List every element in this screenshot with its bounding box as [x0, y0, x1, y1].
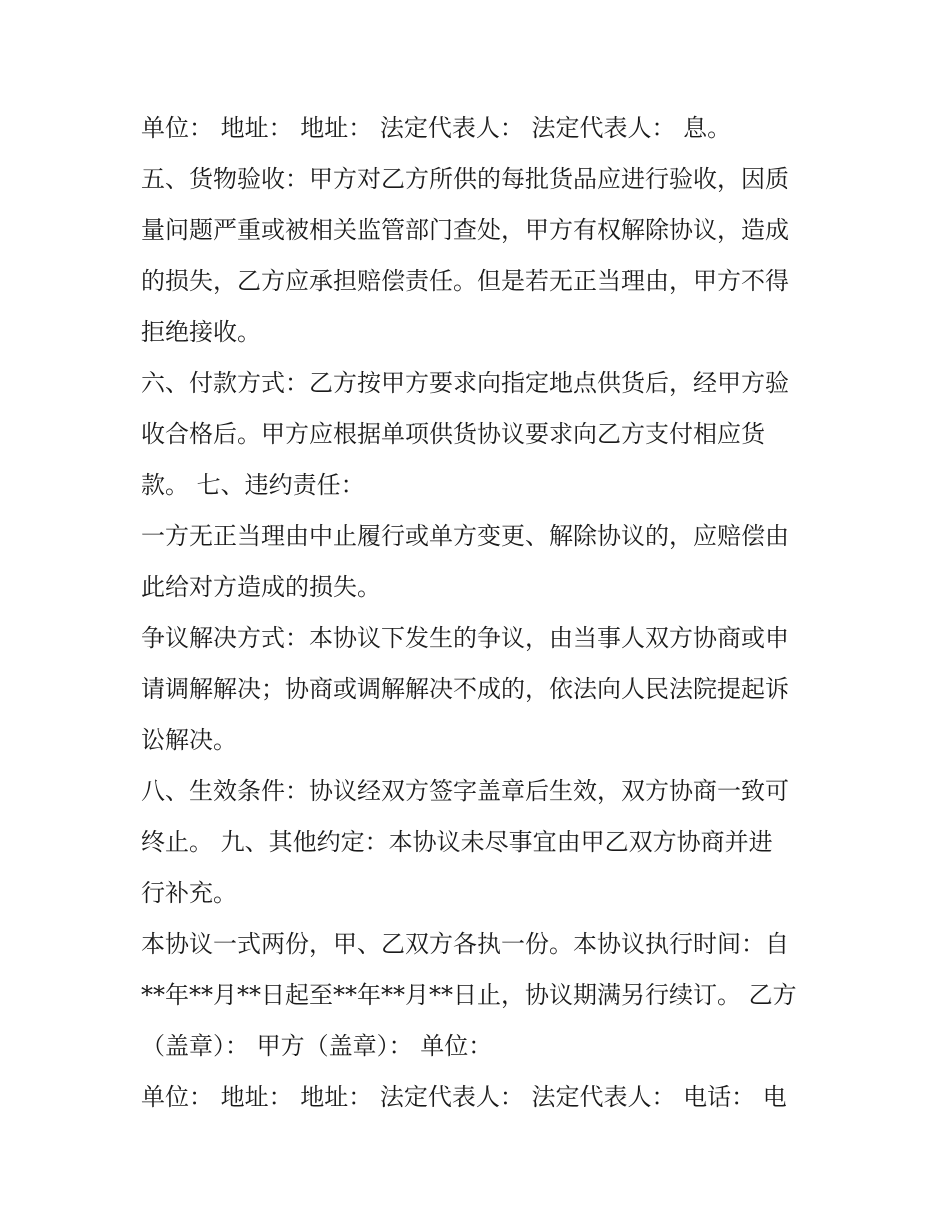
text-line: 款。 七、违约责任： — [141, 471, 365, 499]
text-line: 量问题严重或被相关监管部门查处，甲方有权解除协议，造成 — [141, 216, 789, 244]
text-line: 终止。 九、其他约定：本协议未尽事宜由甲乙双方协商并进 — [141, 828, 773, 856]
text-line: 五、货物验收：甲方对乙方所供的每批货品应进行验收，因质 — [141, 165, 789, 193]
text-line: 讼解决。 — [141, 726, 237, 754]
text-line: 请调解解决；协商或调解解决不成的，依法向人民法院提起诉 — [141, 675, 789, 703]
text-line: 收合格后。甲方应根据单项供货协议要求向乙方支付相应货 — [141, 420, 765, 448]
text-line: 行补充。 — [141, 879, 237, 907]
text-line: 八、生效条件：协议经双方签字盖章后生效，双方协商一致可 — [141, 777, 789, 805]
text-line: 争议解决方式：本协议下发生的争议，由当事人双方协商或申 — [141, 624, 789, 652]
text-line: 的损失，乙方应承担赔偿责任。但是若无正当理由，甲方不得 — [141, 267, 789, 295]
text-line: 一方无正当理由中止履行或单方变更、解除协议的，应赔偿由 — [141, 522, 789, 550]
text-line: 单位： 地址： 地址： 法定代表人： 法定代表人： 电话： 电 — [141, 1083, 787, 1111]
text-line: 单位： 地址： 地址： 法定代表人： 法定代表人： 息。 — [141, 114, 732, 142]
text-line: （盖章）： 甲方（盖章）： 单位： — [141, 1032, 493, 1060]
text-line: 拒绝接收。 — [141, 318, 261, 346]
text-line: 此给对方造成的损失。 — [141, 573, 381, 601]
text-line: 六、付款方式：乙方按甲方要求向指定地点供货后，经甲方验 — [141, 369, 789, 397]
document-body — [141, 103, 821, 1123]
text-line: 本协议一式两份，甲、乙双方各执一份。本协议执行时间：自 — [141, 930, 789, 958]
text-line: **年**月**日起至**年**月**日止，协议期满另行续订。 乙方 — [141, 981, 797, 1009]
